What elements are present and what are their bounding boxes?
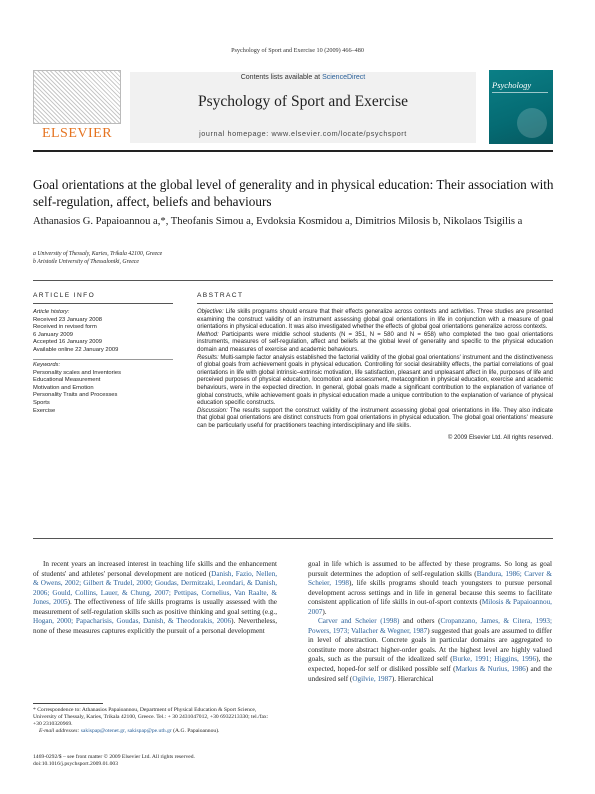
- email-suffix: (A.G. Papaioannou).: [171, 728, 220, 734]
- footnote-rule: [33, 703, 103, 704]
- citation-link[interactable]: Burke, 1991; Higgins, 1996: [452, 655, 537, 664]
- keyword-item: Personality scales and Inventories: [33, 369, 121, 376]
- header-rule: [33, 150, 553, 152]
- keyword-item: Educational Measurement: [33, 377, 101, 384]
- citation-link[interactable]: Hogan, 2000; Papacharisis, Goudas, Danish, & Theodorakis, 2006: [33, 617, 232, 626]
- citation-link[interactable]: Bandura, 1986; Carver & Scheier, 1998: [308, 569, 552, 588]
- cover-title: Psychology: [492, 80, 532, 90]
- results-text: Multi-sample factor analysis established the factorial validity of the global goal orientations' instrument and the distinctiveness of global goals from achievement goals in physical education. Controlling for social desirability effects, the partial correlations of goal orientations in life with global intrinsic–extrinsic motivation, life satisfaction, pleasant and unpleasant affect in life, purposes of life and perceived purposes of physical education, locomotion and assessment, metacognition in physical education, exercise and academic behaviours, were in the expected direction. In general, global goals made a significant contribution to the explanation of variance of global constructs, while achievement goals in physical education made a unique contribution to the explanation of variance of physical education specific constructs.: [197, 354, 553, 407]
- cover-graphic: [517, 108, 547, 138]
- history-line: Received in revised form: [33, 324, 97, 331]
- citation-link[interactable]: Carver and Scheier (1998): [318, 617, 400, 626]
- contents-prefix: Contents lists available at: [240, 74, 323, 81]
- article-info: [33, 309, 173, 415]
- citation-link[interactable]: Ogilvie, 1987: [352, 674, 392, 683]
- objective-text: Life skills programs should ensure that their effects generalize across contexts and activities. Three studies are presented examining the construct validity of an instrument assessing global goal orientations in life in conjunction with a measure of goal orientations in physical education. It was also investigated whether the effects of global goal orientations generalize across contexts.: [197, 309, 553, 331]
- elsevier-wordmark: ELSEVIER: [41, 126, 113, 141]
- abstract-end-rule: [33, 538, 553, 539]
- citation-link[interactable]: Markus & Nurius, 1986: [455, 665, 526, 674]
- contents-line: [130, 74, 476, 81]
- footnote-email-line: [33, 728, 277, 735]
- body-text: ). Nevertheless, none of these measures captures explicitly the pursuit of a personal development: [33, 617, 277, 635]
- abstract-method: [197, 332, 553, 355]
- doi-block: [33, 754, 195, 768]
- body-text: and others (: [399, 617, 441, 626]
- abstract-heading: ABSTRACT: [197, 292, 244, 299]
- history-line: Accepted 16 January 2009: [33, 339, 102, 346]
- keyword-item: Personality Traits and Processes: [33, 392, 118, 399]
- elsevier-tree-icon: [33, 70, 121, 124]
- elsevier-logo[interactable]: [33, 70, 121, 141]
- body-text: ) suggested that goals are assumed to differ in level of abstraction. Concrete goals in particular domains are aggregated to constitute more abstract higher-order goals. At the highest level are highly valued goals, such as the pursuit of the idealized self (: [308, 626, 552, 664]
- abstract-discussion: [197, 408, 553, 431]
- history-line: 6 January 2009: [33, 331, 73, 338]
- discussion-label: Discussion:: [197, 407, 228, 414]
- body-column-right: [308, 560, 552, 684]
- article-title: Goal orientations at the global level of generality and in physical education: Their association with self-regulation, affect, beliefs and behaviours: [33, 177, 554, 209]
- objective-label: Objective:: [197, 309, 224, 315]
- footnote-text: * Correspondence to: Athanasios Papaioannou, Department of Physical Education & Sport Science, University of Thessaly, Karies, Trikala 42100, Greece. Tel.: + 30 2431047012, +30 6932213330; tel./fax: +30 2310320969.: [33, 707, 269, 727]
- body-text: ), the expected, hoped-for self or disliked possible self (: [308, 655, 552, 674]
- affiliation-b: b Aristotle University of Thessaloniki, Greece: [33, 259, 139, 265]
- running-head: Psychology of Sport and Exercise 10 (2009) 466–480: [231, 47, 364, 54]
- article-info-heading: ARTICLE INFO: [33, 292, 96, 299]
- doi-link[interactable]: doi:10.1016/j.psychsport.2009.01.003: [33, 761, 118, 767]
- keyword-item: Sports: [33, 400, 50, 407]
- sciencedirect-link[interactable]: ScienceDirect: [322, 74, 366, 81]
- journal-cover-thumbnail[interactable]: [489, 70, 553, 144]
- discussion-text: The results support the construct validity of the instrument assessing global goal orientations in life. They also indicate that global goal orientations are distinct constructs from goal orientations in physical education. The global goal orientations' measure can be particularly useful for practitioners teaching interdisciplinary and life skills.: [197, 407, 553, 429]
- body-text: ). The effectiveness of life skills programs is usually assessed with the measurement of self-regulation skills such as positive thinking and goal setting (e.g.,: [33, 598, 277, 616]
- body-text: In recent years an increased interest in teaching life skills and the enhancement of students' and athletes' personal development are noticed (: [33, 560, 277, 578]
- body-text: ) and the undesired self (: [308, 665, 552, 683]
- results-label: Results:: [197, 354, 219, 361]
- citation-link[interactable]: Danish, Fazio, Nellen, & Owens, 2002; Gilbert & Trudel, 2000; Goudas, Dermitzaki, Leondari, & Danish, 2006; Gould, Collins, Lauer, & Chung, 2007; Pettipas, Cornelius, Van Raalte, & Jones, 2005: [33, 569, 277, 607]
- author-list: Athanasios G. Papaioannou a,*, Theofanis Simou a, Evdoksia Kosmidou a, Dimitrios Milosis b, Nikolaos Tsigilis a: [33, 216, 523, 227]
- body-paragraph: [308, 560, 552, 617]
- body-column-left: [33, 560, 277, 636]
- journal-homepage-link[interactable]: journal homepage: www.elsevier.com/locate/psychsport: [199, 129, 407, 138]
- body-text: ).: [322, 607, 327, 616]
- keywords-label: Keywords:: [33, 362, 61, 369]
- abstract-results: [197, 355, 553, 408]
- cover-divider: [492, 92, 548, 93]
- correspondence-footnote: [33, 707, 277, 735]
- body-text: ). Hierarchical: [391, 674, 434, 683]
- article-info-rule: [33, 303, 173, 304]
- abstract-rule: [197, 303, 553, 304]
- method-text: Participants were middle school students (N = 351, N = 580 and N = 658) who completed the two goal orientations instruments, measures of self-regulation, affect and beliefs at the global level of generality and specific to the physical education domain and measures of exercise and academic behaviours.: [197, 331, 553, 353]
- front-matter-line: 1469-0292/$ – see front matter © 2009 Elsevier Ltd. All rights reserved.: [33, 754, 195, 760]
- method-label: Method:: [197, 331, 219, 338]
- citation-link[interactable]: Milosis & Papaioannou, 2007: [308, 598, 552, 616]
- copyright-line: © 2009 Elsevier Ltd. All rights reserved.: [447, 434, 553, 441]
- body-text: goal in life which is assumed to be affected by these programs. So long as goal pursuit determines the adoption of self-regulation skills (: [308, 560, 552, 578]
- info-divider: [33, 359, 173, 360]
- abstract-body: [197, 309, 553, 442]
- body-text: ), life skills programs should teach youngsters to pursue personal development across settings and in life in general because this seems to facilitate consistent application of life skills in out-of-sport contexts (: [308, 579, 553, 607]
- body-paragraph: [308, 617, 552, 684]
- email-link[interactable]: sakispap@otenet.gr, sakispap@pe.uth.gr: [80, 728, 172, 734]
- affiliation-rule: [33, 280, 553, 281]
- affiliation-a: a University of Thessaly, Karies, Trikala 42100, Greece: [33, 251, 163, 257]
- history-line: Available online 22 January 2009: [33, 346, 119, 353]
- history-line: Received 23 January 2008: [33, 316, 102, 323]
- history-label: Article history:: [33, 309, 70, 315]
- email-label: E-mail addresses:: [39, 728, 81, 734]
- keyword-item: Exercise: [33, 407, 56, 414]
- abstract-objective: [197, 309, 553, 332]
- keyword-item: Motivation and Emotion: [33, 384, 94, 391]
- journal-title: Psychology of Sport and Exercise: [197, 93, 409, 110]
- citation-link[interactable]: Cropanzano, James, & Citera, 1993; Powers, 1973; Vallacher & Wegner, 1987: [308, 617, 552, 635]
